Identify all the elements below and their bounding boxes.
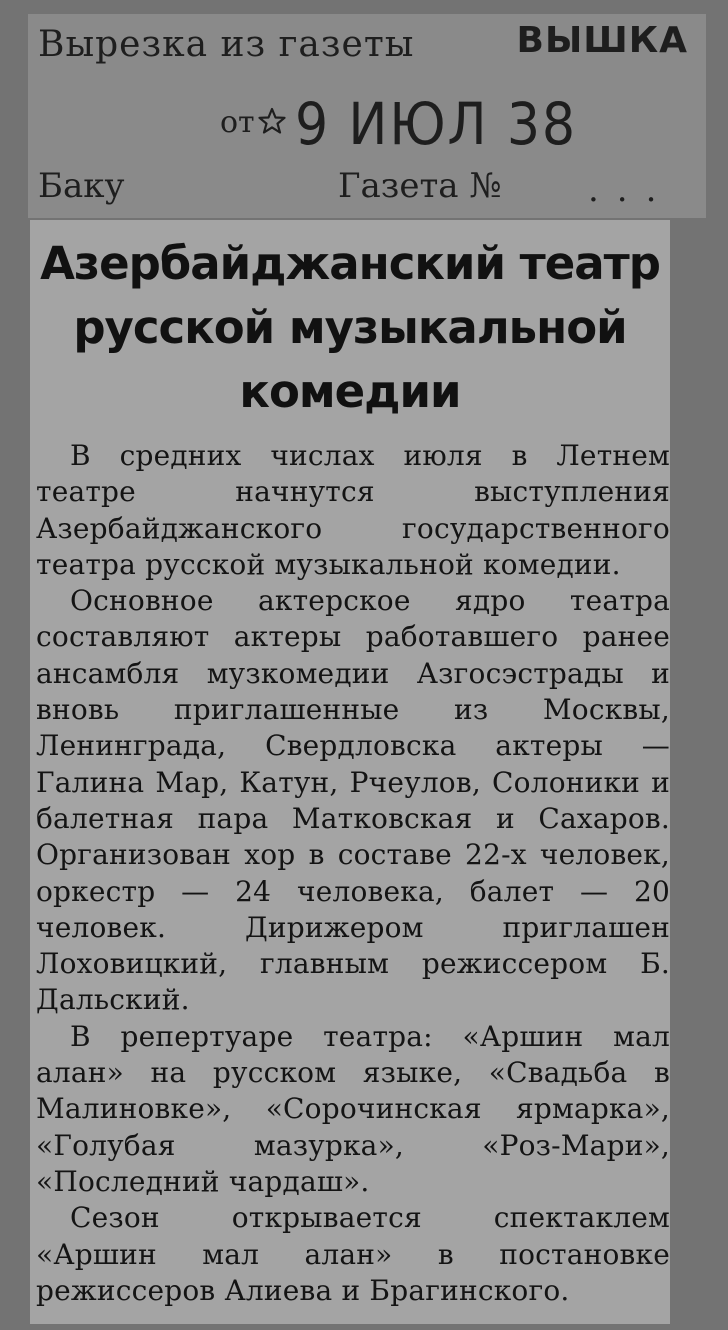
stamp-city: Баку (38, 166, 125, 206)
stamp-date-row (220, 88, 608, 158)
stamp-paper-name: ВЫШКА (516, 20, 688, 61)
article-headline (30, 220, 670, 424)
headline-line: Азербайджанский театр (40, 237, 660, 290)
article-paragraph: В репертуаре театра: «Аршин мал алан» на русском языке, «Свадьба в Малиновке», «Сорочинская ярмарка», «Голубая мазурка», «Роз-Мари», «Последний чардаш». (36, 1019, 670, 1198)
article-paragraph: В средних числах июля в Летнем театре начнутся выступления Азербайджанского государственного театра русской музыкальной комедии. (36, 439, 670, 581)
article-paragraph: Основное актерское ядро театра составляют актеры работавшего ранее ансамбля музкомедии Азгосэстрады и вновь приглашенные из Москвы, Ленинграда, Свердловска актеры — Галина Мар, Катун, Рчеулов, Солоники и балетная пара Матковская и Сахаров. Организован хор в составе 22-х человек, оркестр — 24 человека, балет — 20 человек. Дирижером приглашен Лоховицкий, главным режиссером Б. Дальский. (36, 584, 670, 1017)
newspaper-clipping (30, 220, 670, 1324)
article-paragraph: Сезон открывается спектаклем «Аршин мал алан» в постановке режиссеров Алиева и Брагинского. (36, 1201, 670, 1307)
stamp-label: Вырезка из газеты (38, 24, 415, 65)
clipping-stamp (28, 14, 706, 218)
star-icon (257, 106, 287, 136)
stamp-gazeta-label: Газета № (338, 166, 502, 206)
stamp-number-dots: ... (588, 170, 675, 210)
headline-line: русской музыкальной (73, 301, 627, 354)
stamp-date: 9 ИЮЛ 38 (294, 90, 577, 158)
headline-line: комедии (239, 365, 461, 418)
article-body (30, 424, 670, 1309)
stamp-date-prefix: от (220, 105, 255, 140)
